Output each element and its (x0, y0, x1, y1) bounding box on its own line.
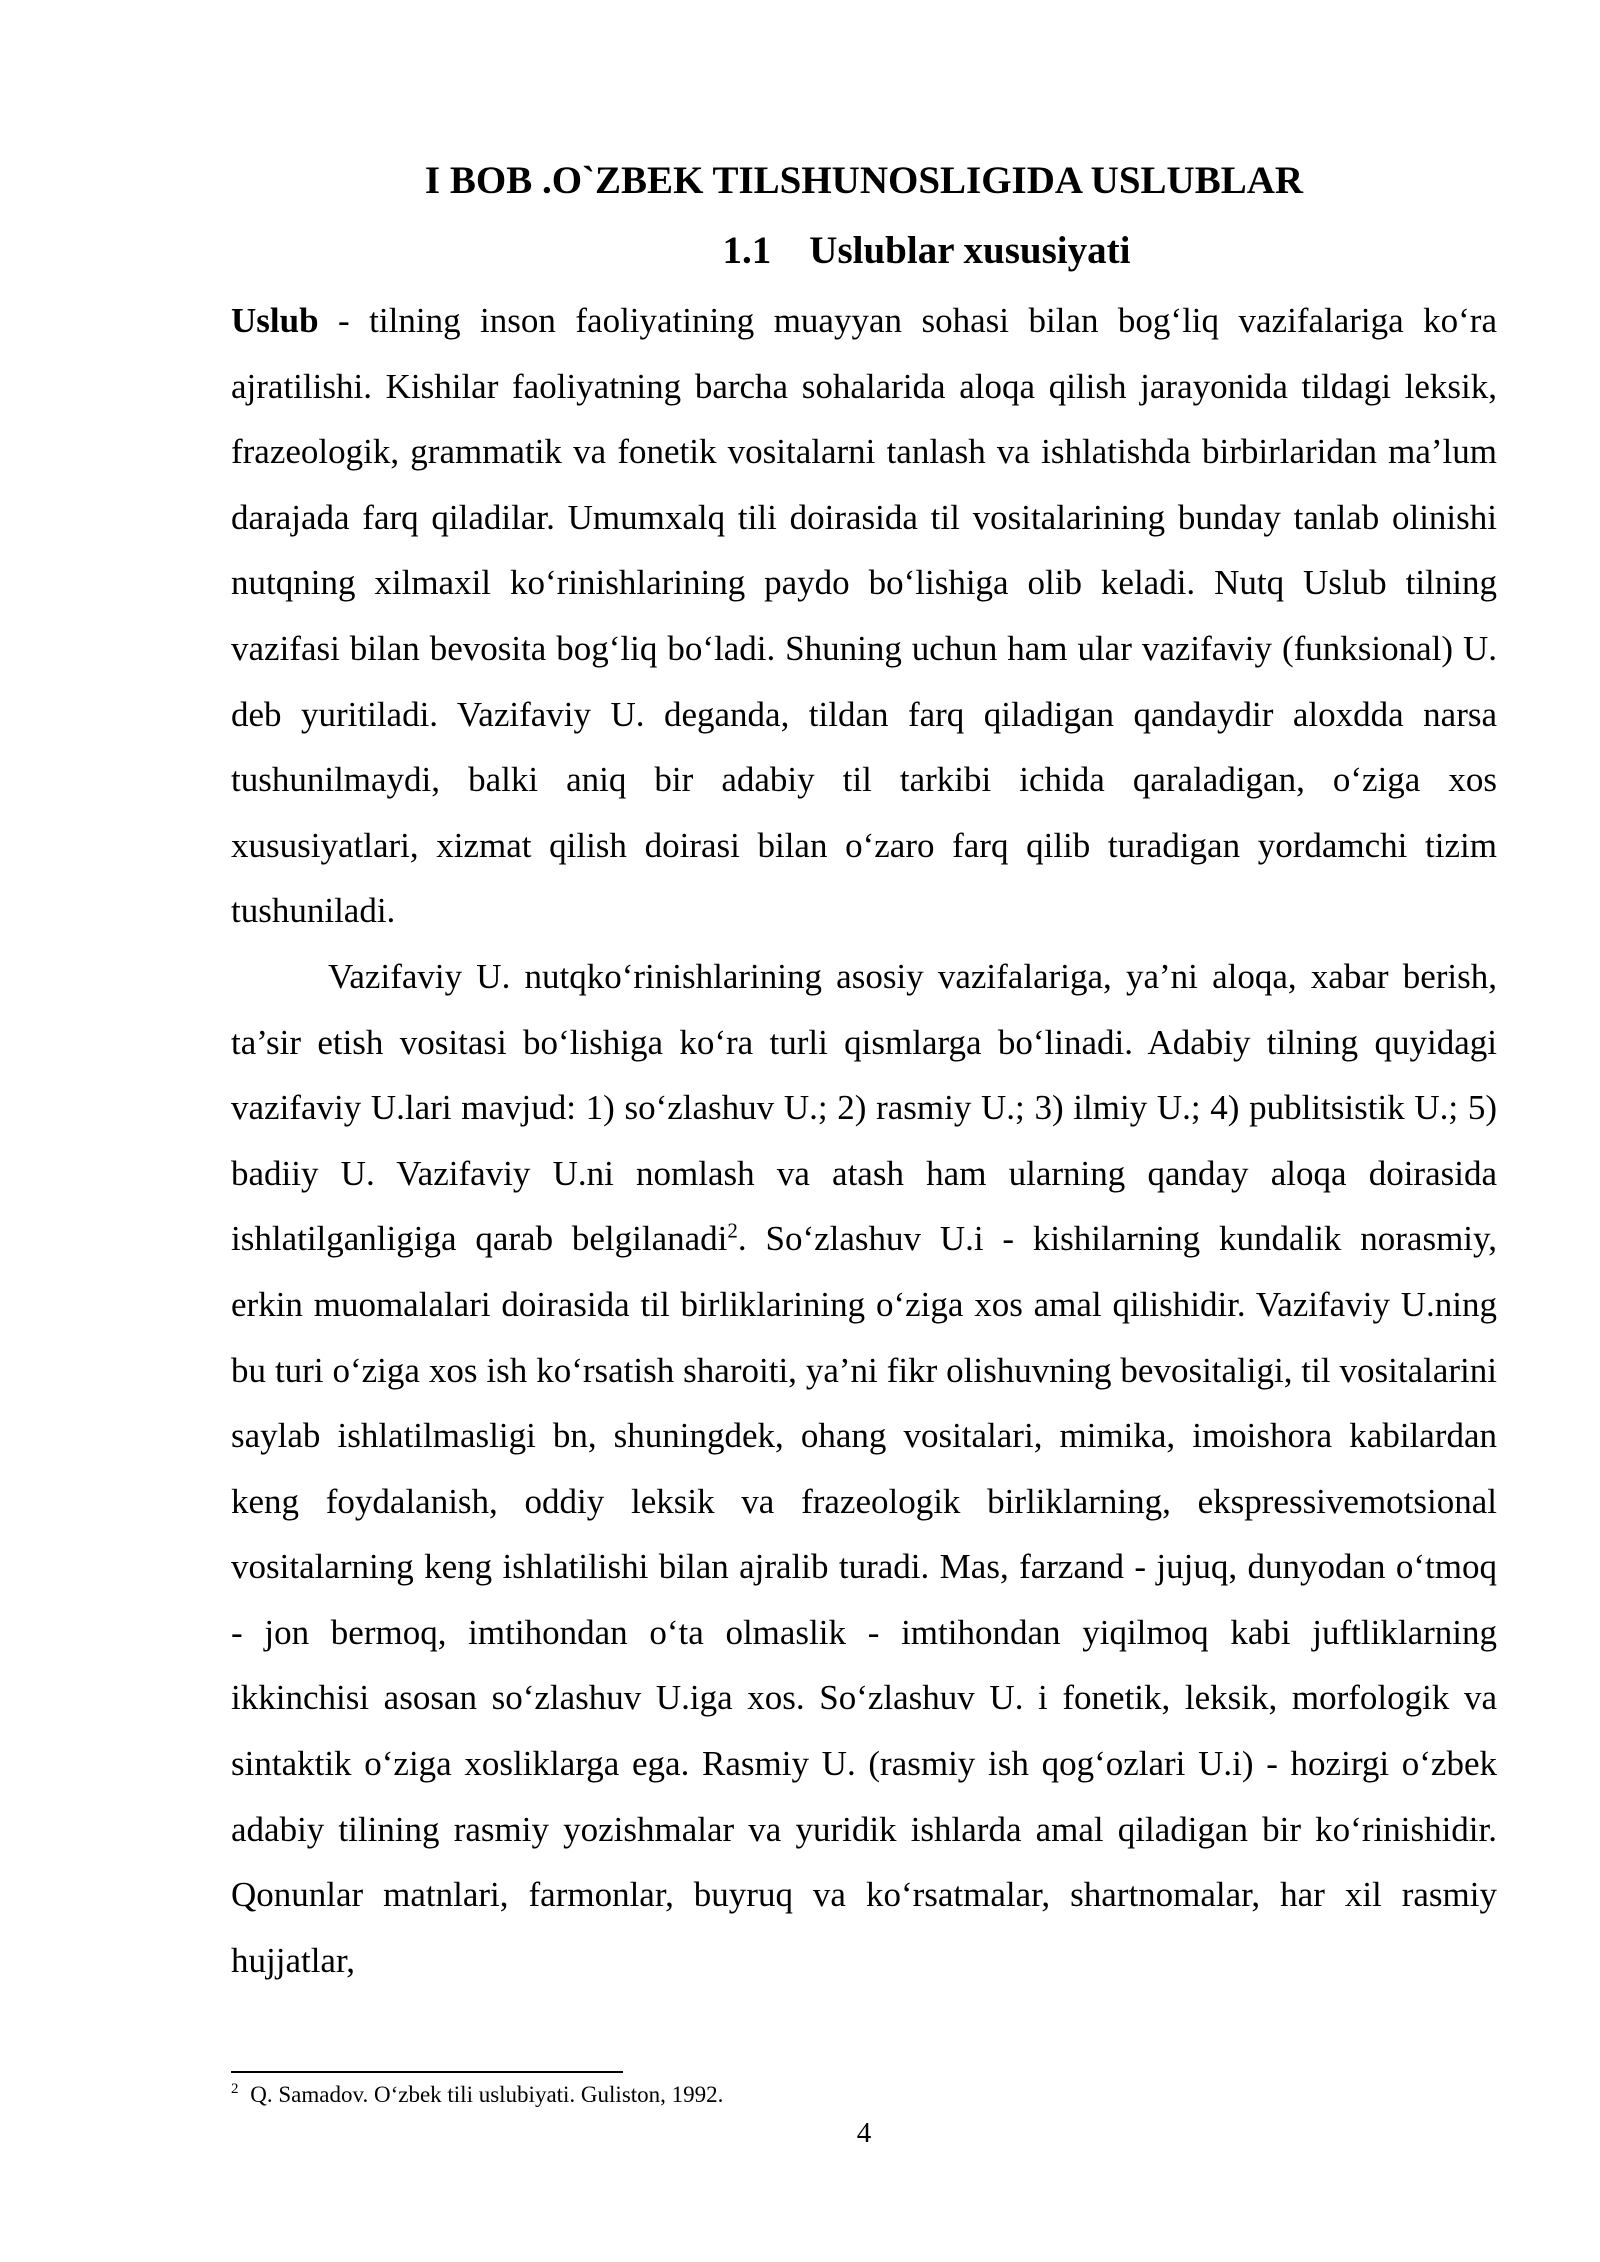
paragraph-2 (231, 944, 1497, 1994)
paragraph-1-text: - tilning inson faoliyatining muayyan sohasi bilan bog‘liq vazifalariga ko‘ra ajratilishi. Kishilar faoliyatning barcha sohalarida aloqa qilish jarayonida tildagi leksik, frazeologik, grammatik va fonetik vositalarni tanlash va ishlatishda birbirlaridan ma’lum darajada farq qiladilar. Umumxalq tili doirasida til vositalarining bunday tanlab olinishi nutqning xilmaxil ko‘rinishlarining paydo bo‘lishiga olib keladi. Nutq Uslub tilning vazifasi bilan bevosita bog‘liq bo‘ladi. Shuning uchun ham ular vazifaviy (funksional) U. deb yuritiladi. Vazifaviy U. deganda, tildan farq qiladigan qandaydir aloxdda narsa tushunilmaydi, balki aniq bir adabiy til tarkibi ichida qaraladigan, o‘ziga xos xususiyatlari, xizmat qilish doirasi bilan o‘zaro farq qilib turadigan yordamchi tizim tushuniladi. (231, 301, 1497, 931)
term-uslub: Uslub (231, 301, 319, 340)
footnote-number: 2 (231, 2081, 239, 2098)
paragraph-1 (231, 288, 1497, 944)
page-number: 4 (856, 2117, 872, 2149)
footnote-separator (231, 2071, 623, 2073)
footnote-reference[interactable]: 2 (727, 1218, 738, 1243)
footnote-text: Q. Samadov. O‘zbek tili uslubiyati. Guliston, 1992. (244, 2082, 724, 2107)
page-content (231, 148, 1497, 1993)
section-title: Uslublar xususiyati (809, 229, 1131, 272)
paragraph-2-text-b: . So‘zlashuv U.i - kishilarning kundalik norasmiy, erkin muomalalari doirasida til birliklarining o‘ziga xos amal qilishidir. Vazifaviy U.ning bu turi o‘ziga xos ish ko‘rsatish sharoiti, ya’ni fikr olishuvning bevositaligi, til vositalarini saylab ishlatilmasligi bn, shuningdek, ohang vositalari, mimika, imoishora kabilardan keng foydalanish, oddiy leksik va frazeologik birliklarning, ekspressivemotsional vositalarning keng ishlatilishi bilan ajralib turadi. Mas, farzand - jujuq, dunyodan o‘tmoq - jon bermoq, imtihondan o‘ta olmaslik - imtihondan yiqilmoq kabi juftliklarning ikkinchisi asosan so‘zlashuv U.iga xos. So‘zlashuv U. i fonetik, leksik, morfologik va sintaktik o‘ziga xosliklarga ega. Rasmiy U. (rasmiy ish qog‘ozlari U.i) - hozirgi o‘zbek adabiy tilining rasmiy yozishmalar va yuridik ishlarda amal qiladigan bir ko‘rinishidir. Qonunlar matnlari, farmonlar, buyruq va ko‘rsatmalar, shartnomalar, har xil rasmiy hujjatlar, (231, 1219, 1497, 1980)
chapter-title: I BOB .O`ZBEK TILSHUNOSLIGIDA USLUBLAR (424, 159, 1304, 202)
footnote (231, 2080, 1497, 2110)
section-heading (231, 214, 1497, 288)
paragraph-2-text-a: Vazifaviy U. nutqko‘rinishlarining asosiy vazifalariga, ya’ni aloqa, xabar berish, ta’sir etish vositasi bo‘lishiga ko‘ra turli qismlarga bo‘linadi. Adabiy tilning quyidagi vazifaviy U.lari mavjud: 1) so‘zlashuv U.; 2) rasmiy U.; 3) ilmiy U.; 4) publitsistik U.; 5) badiiy U. Vazifaviy U.ni nomlash va atash ham ularning qanday aloqa doirasida ishlatilganligiga qarab belgilanadi (231, 956, 1497, 1259)
section-number: 1.1 (722, 229, 772, 272)
